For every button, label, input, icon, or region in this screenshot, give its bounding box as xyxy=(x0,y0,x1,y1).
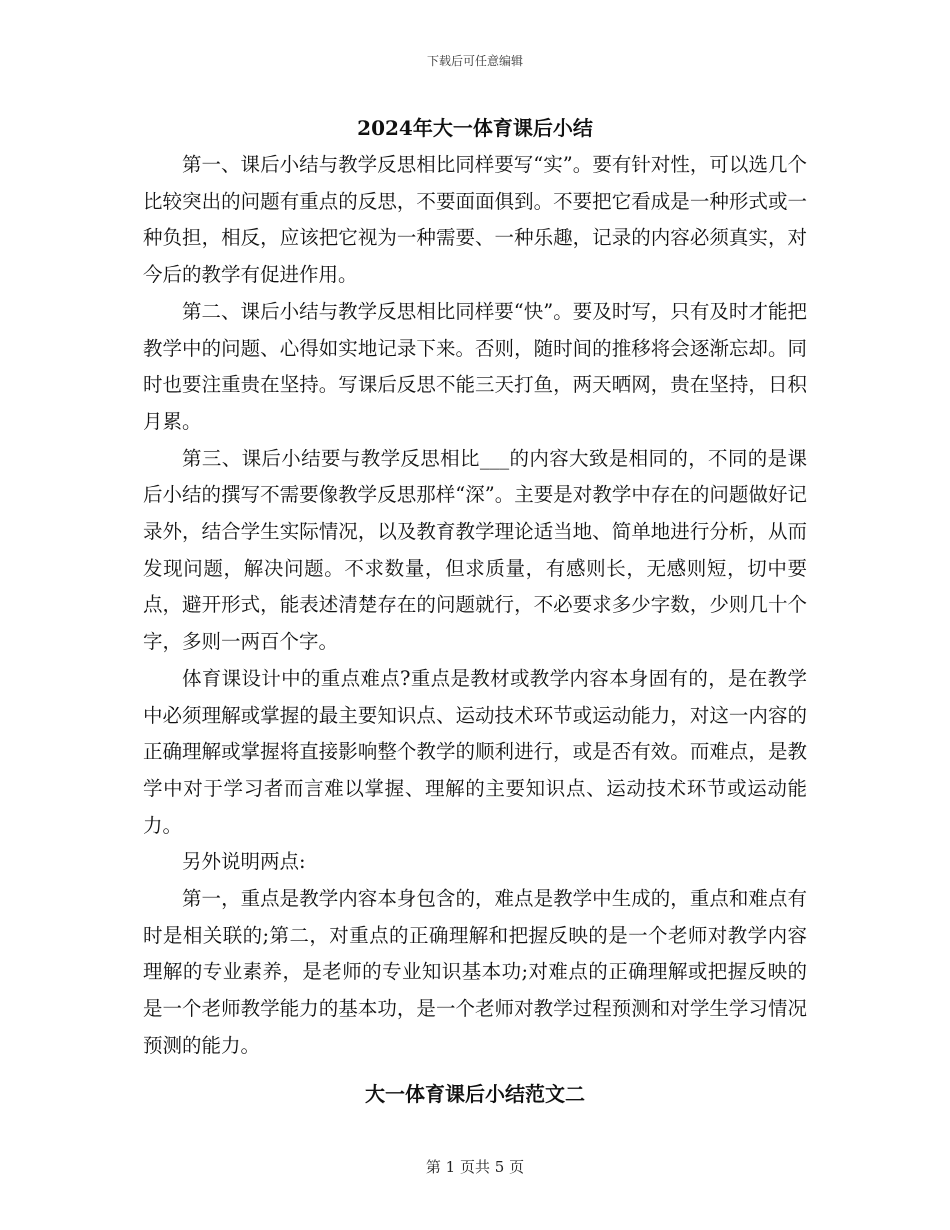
document-title: 2024年大一体育课后小结 xyxy=(357,116,593,140)
page-footer: 第 1 页共 5 页 xyxy=(425,1158,525,1176)
section-title: 大一体育课后小结范文二 xyxy=(365,1082,585,1106)
document-body xyxy=(143,147,807,1065)
paragraph-2: 第二、课后小结与教学反思相比同样要“快”。要及时写，只有及时才能把教学中的问题、心得如实地记录下来。否则，随时间的推移将会逐渐忘却。同时也要注重贵在坚持。写课后反思不能三天打鱼，两天晒网，贵在坚持，日积月累。 xyxy=(143,299,807,433)
paragraph-5: 另外说明两点: xyxy=(182,850,306,874)
paragraph-3: 第三、课后小结要与教学反思相比___的内容大致是相同的，不同的是课后小结的撰写不需要像教学反思那样“深”。主要是对教学中存在的问题做好记录外，结合学生实际情况，以及教育教学理论适当地、简单地进行分析，从而发现问题，解决问题。不求数量，但求质量，有感则长，无感则短，切中要点，避开形式，能表述清楚存在的问题就行，不必要求多少字数，少则几十个字，多则一两百个字。 xyxy=(143,446,807,654)
paragraph-6: 第一，重点是教学内容本身包含的，难点是教学中生成的，重点和难点有时是相关联的;第二，对重点的正确理解和把握反映的是一个老师对教学内容理解的专业素养，是老师的专业知识基本功;对难点的正确理解或把握反映的是一个老师教学能力的基本功，是一个老师对教学过程预测和对学生学习情况预测的能力。 xyxy=(143,887,807,1057)
paragraph-1: 第一、课后小结与教学反思相比同样要写“实”。要有针对性，可以选几个比较突出的问题有重点的反思，不要面面俱到。不要把它看成是一种形式或一种负担，相反，应该把它视为一种需要、一种乐趣，记录的内容必须真实，对今后的教学有促进作用。 xyxy=(143,153,807,287)
paragraph-4: 体育课设计中的重点难点?重点是教材或教学内容本身固有的，是在教学中必须理解或掌握的最主要知识点、运动技术环节或运动能力，对这一内容的正确理解或掌握将直接影响整个教学的顺利进行，或是否有效。而难点，是教学中对于学习者而言难以掌握、理解的主要知识点、运动技术环节或运动能力。 xyxy=(143,666,807,837)
header-note: 下载后可任意编辑 xyxy=(426,54,523,68)
